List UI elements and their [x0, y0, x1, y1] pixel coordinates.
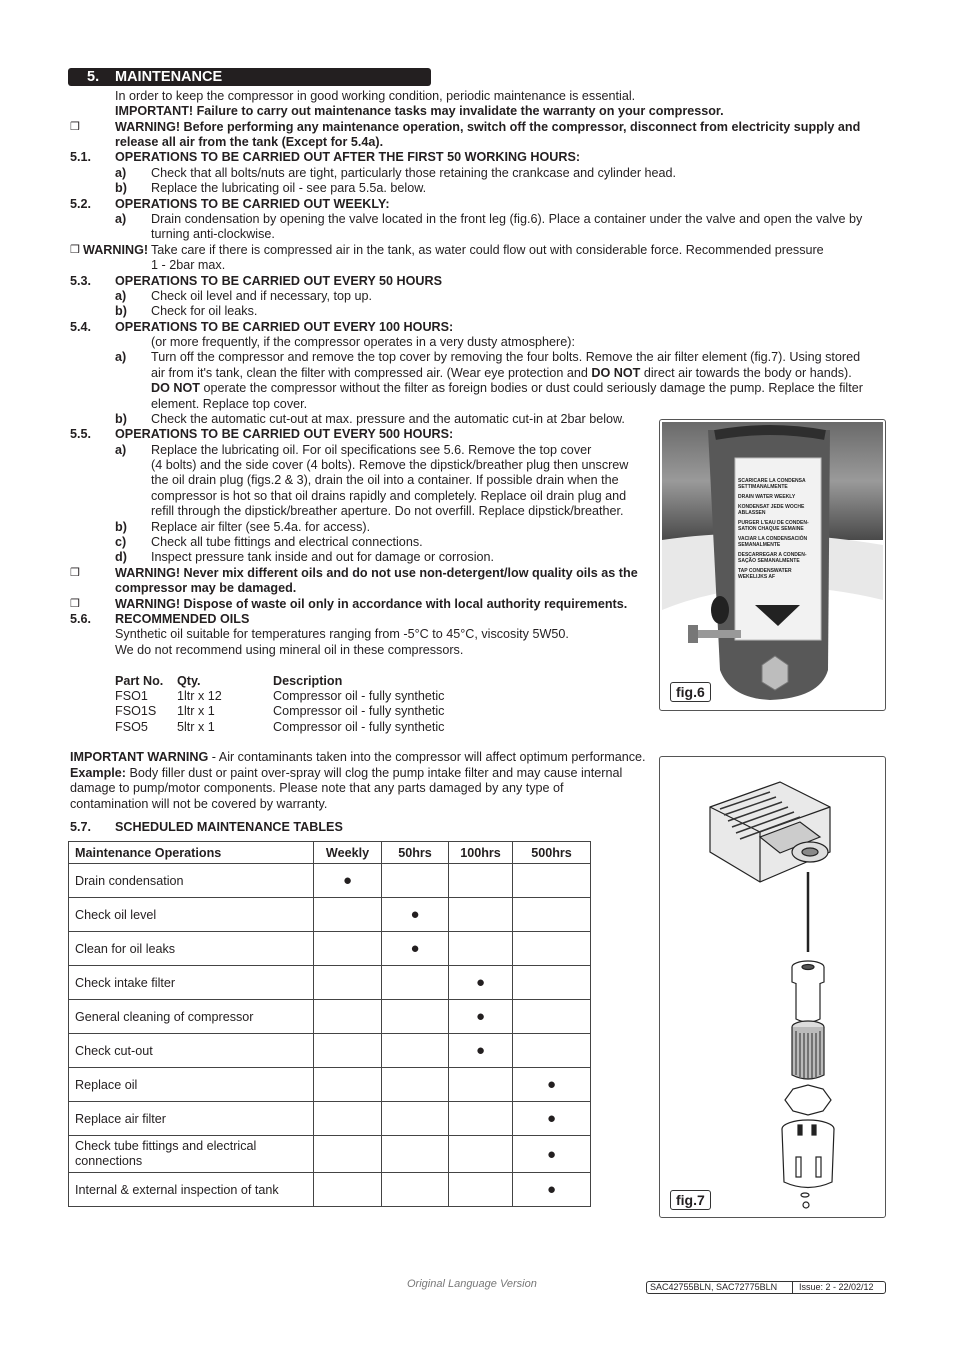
text-run: operate the compressor without the filter as foreign bodies or dust could seriously damage the pump. Replace the filter — [199, 381, 863, 395]
warning-text: 1 - 2bar max. — [151, 258, 226, 272]
figure-7 — [659, 756, 886, 1218]
schedule-cell — [382, 1000, 449, 1034]
subsection-number: 5.3. — [70, 274, 92, 288]
subsection-number: 5.5. — [70, 427, 92, 441]
oil-header-part: Part No. — [115, 674, 164, 688]
text-run: air from it's tank, clean the filter with compressed air. (Wear eye protection and — [151, 366, 592, 380]
table-row — [69, 1136, 591, 1173]
oil-note: We do not recommend using mineral oil in these compressors. — [115, 643, 464, 657]
item-text: Replace the lubricating oil - see para 5.5a. below. — [151, 181, 427, 195]
header-weekly: Weekly — [314, 842, 382, 864]
item-text: element. Replace top cover. — [151, 397, 308, 411]
figure-7-label: fig.7 — [670, 1190, 711, 1210]
subsection-title: OPERATIONS TO BE CARRIED OUT AFTER THE FIRST 50 WORKING HOURS: — [115, 150, 581, 164]
item-label: b) — [115, 412, 127, 426]
warning-label: WARNING! — [83, 243, 149, 257]
item-text: Replace air filter (see 5.4a. for access). — [151, 520, 371, 534]
item-text — [151, 366, 852, 381]
sticker-line: VACIAR LA CONDENSACIÓN SEMANALMENTE — [738, 536, 808, 548]
schedule-cell: ● — [513, 1136, 591, 1173]
schedule-cell — [314, 898, 382, 932]
table-row — [69, 1000, 591, 1034]
subsection-title: RECOMMENDED OILS — [115, 612, 250, 626]
item-label: b) — [115, 520, 127, 534]
item-label: b) — [115, 304, 127, 318]
item-text: Check the automatic cut-out at max. pressure and the automatic cut-in at 2bar below. — [151, 412, 625, 426]
subsection-number: 5.6. — [70, 612, 92, 626]
subsection-title: SCHEDULED MAINTENANCE TABLES — [115, 820, 343, 834]
item-label: a) — [115, 166, 127, 180]
operation-cell: Drain condensation — [69, 864, 314, 898]
subsection-number: 5.2. — [70, 197, 92, 211]
section-header — [68, 68, 431, 86]
header-500hrs: 500hrs — [513, 842, 591, 864]
item-label: b) — [115, 181, 127, 195]
operation-cell: General cleaning of compressor — [69, 1000, 314, 1034]
item-label: a) — [115, 212, 127, 226]
section-number: 5. — [87, 69, 100, 85]
oil-desc: Compressor oil - fully synthetic — [273, 704, 445, 718]
intro-important: IMPORTANT! Failure to carry out maintenance tasks may invalidate the warranty on your compressor. — [115, 104, 724, 118]
figure-6 — [659, 419, 886, 711]
oil-spec: Synthetic oil suitable for temperatures ranging from -5°C to 45°C, viscosity 5W50. — [115, 627, 569, 641]
text-bold: DO NOT — [151, 381, 200, 395]
subsection-title: OPERATIONS TO BE CARRIED OUT WEEKLY: — [115, 197, 390, 211]
schedule-cell — [449, 1068, 513, 1102]
text-bold: IMPORTANT WARNING — [70, 750, 209, 764]
subsection-number: 5.7. — [70, 820, 92, 834]
schedule-cell — [449, 1173, 513, 1207]
footer-model-box — [646, 1281, 886, 1294]
schedule-cell — [314, 1034, 382, 1068]
operation-cell: Replace oil — [69, 1068, 314, 1102]
operation-cell: Check tube fittings and electrical connections — [69, 1136, 314, 1173]
item-label: d) — [115, 550, 127, 564]
item-text: Check all tube fittings and electrical connections. — [151, 535, 423, 549]
operation-cell: Check cut-out — [69, 1034, 314, 1068]
checkbox-icon: ❒ — [70, 121, 80, 133]
text-run: - Air contaminants taken into the compressor will affect optimum performance. — [208, 750, 646, 764]
intro-line: In order to keep the compressor in good working condition, periodic maintenance is essential. — [115, 89, 636, 103]
operation-cell: Check intake filter — [69, 966, 314, 1000]
warning-text: WARNING! Never mix different oils and do not use non-detergent/low quality oils as the — [115, 566, 638, 580]
schedule-cell — [382, 1173, 449, 1207]
schedule-cell — [382, 1136, 449, 1173]
item-label: c) — [115, 535, 127, 549]
important-warning — [70, 750, 646, 765]
schedule-cell — [382, 1034, 449, 1068]
footer-divider — [792, 1282, 793, 1293]
text-bold: Example: — [70, 766, 126, 780]
schedule-cell — [314, 966, 382, 1000]
important-example — [70, 766, 622, 781]
schedule-cell: ● — [513, 1102, 591, 1136]
schedule-cell — [449, 898, 513, 932]
subsection-title: OPERATIONS TO BE CARRIED OUT EVERY 500 HOURS: — [115, 427, 454, 441]
table-row — [69, 966, 591, 1000]
item-text: Check oil level and if necessary, top up. — [151, 289, 372, 303]
item-text: Drain condensation by opening the valve located in the front leg (fig.6). Place a container under the valve and open the valve by — [151, 212, 863, 226]
warning-text: Take care if there is compressed air in the tank, as water could flow out with considerable force. Recommended pressure — [151, 243, 824, 257]
subsection-number: 5.4. — [70, 320, 92, 334]
operation-cell: Internal & external inspection of tank — [69, 1173, 314, 1207]
header-50hrs: 50hrs — [382, 842, 449, 864]
item-text: Inspect pressure tank inside and out for damage or corrosion. — [151, 550, 495, 564]
table-row — [69, 932, 591, 966]
subsection-number: 5.1. — [70, 150, 92, 164]
schedule-cell — [382, 1102, 449, 1136]
table-row — [69, 1068, 591, 1102]
schedule-cell — [382, 864, 449, 898]
text-bold: DO NOT — [591, 366, 641, 380]
item-text: Check for oil leaks. — [151, 304, 258, 318]
item-text: compressor is hot so that oil drains rapidly and completely. Replace oil drain plug and — [151, 489, 627, 503]
table-header-row — [69, 842, 591, 864]
table-row — [69, 1173, 591, 1207]
sticker-line: DESCARREGAR A CONDEN- SAÇÃO SEMANALMENTE — [738, 552, 807, 564]
schedule-cell: ● — [314, 864, 382, 898]
schedule-cell: ● — [382, 898, 449, 932]
important-text: contamination will not be covered by warranty. — [70, 797, 328, 811]
table-row — [69, 1034, 591, 1068]
schedule-cell — [513, 1034, 591, 1068]
schedule-cell — [314, 1068, 382, 1102]
schedule-cell: ● — [513, 1068, 591, 1102]
schedule-cell — [513, 1000, 591, 1034]
oil-header-qty: Qty. — [177, 674, 201, 688]
item-text: Turn off the compressor and remove the top cover by removing the four bolts. Remove the air filter element (fig.7). Using stored — [151, 350, 861, 364]
item-text — [151, 381, 863, 396]
sticker-text — [738, 478, 820, 584]
sticker-line: SCARICARE LA CONDENSA SETTIMANALMENTE — [738, 478, 806, 490]
footer-models: SAC42755BLN, SAC72775BLN — [650, 1282, 778, 1292]
air-filter-exploded-illustration — [660, 757, 885, 1217]
item-label: a) — [115, 289, 127, 303]
schedule-cell — [314, 1136, 382, 1173]
sticker-line: KONDENSAT JEDE WOCHE ABLASSEN — [738, 504, 805, 516]
text-run: direct air towards the body or hands). — [640, 366, 852, 380]
schedule-cell — [314, 1173, 382, 1207]
item-text: the oil drain plug (figs.2 & 3), drain the oil into a container. If possible drain when the — [151, 473, 619, 487]
sticker-line: PURGER L'EAU DE CONDEN- SATION CHAQUE SEMAINE — [738, 520, 809, 532]
schedule-cell — [449, 932, 513, 966]
item-text: Replace the lubricating oil. For oil specifications see 5.6. Remove the top cover — [151, 443, 592, 457]
operation-cell: Check oil level — [69, 898, 314, 932]
table-row — [69, 864, 591, 898]
item-text: (4 bolts) and the side cover (4 bolts). Remove the dipstick/breather plug then unscrew — [151, 458, 629, 472]
schedule-cell — [513, 966, 591, 1000]
table-row — [69, 898, 591, 932]
warning-text: WARNING! Before performing any maintenance operation, switch off the compressor, disconnect from electricity supply and — [115, 120, 861, 134]
item-text: refill through the dipstick/breather aperture. Do not overfill. Replace dipstick/breather. — [151, 504, 624, 518]
schedule-cell — [449, 1136, 513, 1173]
oil-desc: Compressor oil - fully synthetic — [273, 689, 445, 703]
footer-language: Original Language Version — [407, 1278, 537, 1290]
schedule-cell: ● — [513, 1173, 591, 1207]
footer-issue: Issue: 2 - 22/02/12 — [799, 1282, 874, 1292]
schedule-cell — [449, 864, 513, 898]
sticker-line: TAP CONDENSWATER WEKELIJKS AF — [738, 568, 792, 580]
schedule-cell — [382, 966, 449, 1000]
item-note: (or more frequently, if the compressor operates in a very dusty atmosphere): — [151, 335, 575, 349]
schedule-cell — [513, 898, 591, 932]
oil-desc: Compressor oil - fully synthetic — [273, 720, 445, 734]
table-row — [69, 1102, 591, 1136]
item-label: a) — [115, 350, 127, 364]
schedule-cell — [513, 932, 591, 966]
oil-qty: 1ltr x 1 — [177, 704, 215, 718]
operation-cell: Clean for oil leaks — [69, 932, 314, 966]
schedule-cell — [449, 1102, 513, 1136]
schedule-cell — [382, 1068, 449, 1102]
schedule-cell: ● — [382, 932, 449, 966]
oil-part: FSO1 — [115, 689, 148, 703]
subsection-title: OPERATIONS TO BE CARRIED OUT EVERY 100 HOURS: — [115, 320, 454, 334]
oil-part: FSO1S — [115, 704, 157, 718]
checkbox-icon: ❒ — [70, 598, 80, 610]
oil-qty: 1ltr x 12 — [177, 689, 222, 703]
item-text: Check that all bolts/nuts are tight, particularly those retaining the crankcase and cylinder head. — [151, 166, 677, 180]
figure-6-label: fig.6 — [670, 682, 711, 702]
maintenance-table — [68, 841, 591, 1207]
checkbox-icon: ❒ — [70, 567, 80, 579]
item-text: turning anti-clockwise. — [151, 227, 275, 241]
sticker-line: DRAIN WATER WEEKLY — [738, 494, 796, 500]
schedule-cell — [314, 1102, 382, 1136]
header-100hrs: 100hrs — [449, 842, 513, 864]
schedule-cell — [314, 932, 382, 966]
schedule-cell: ● — [449, 966, 513, 1000]
operation-cell: Replace air filter — [69, 1102, 314, 1136]
section-title: MAINTENANCE — [115, 69, 223, 85]
checkbox-icon: ❒ — [70, 244, 80, 256]
schedule-cell — [513, 864, 591, 898]
warning-text: WARNING! Dispose of waste oil only in accordance with local authority requirements. — [115, 597, 628, 611]
item-label: a) — [115, 443, 127, 457]
schedule-cell: ● — [449, 1034, 513, 1068]
text-run: Body filler dust or paint over-spray will clog the pump intake filter and may cause internal — [126, 766, 623, 780]
subsection-title: OPERATIONS TO BE CARRIED OUT EVERY 50 HOURS — [115, 274, 443, 288]
oil-part: FSO5 — [115, 720, 148, 734]
warning-text: compressor may be damaged. — [115, 581, 297, 595]
schedule-cell — [314, 1000, 382, 1034]
header-operations: Maintenance Operations — [69, 842, 314, 864]
important-text: damage to pump/motor components. Please note that any parts damaged by any type of — [70, 781, 564, 795]
warning-text: release all air from the tank (Except for 5.4a). — [115, 135, 384, 149]
oil-qty: 5ltr x 1 — [177, 720, 215, 734]
schedule-cell: ● — [449, 1000, 513, 1034]
oil-header-desc: Description — [273, 674, 343, 688]
